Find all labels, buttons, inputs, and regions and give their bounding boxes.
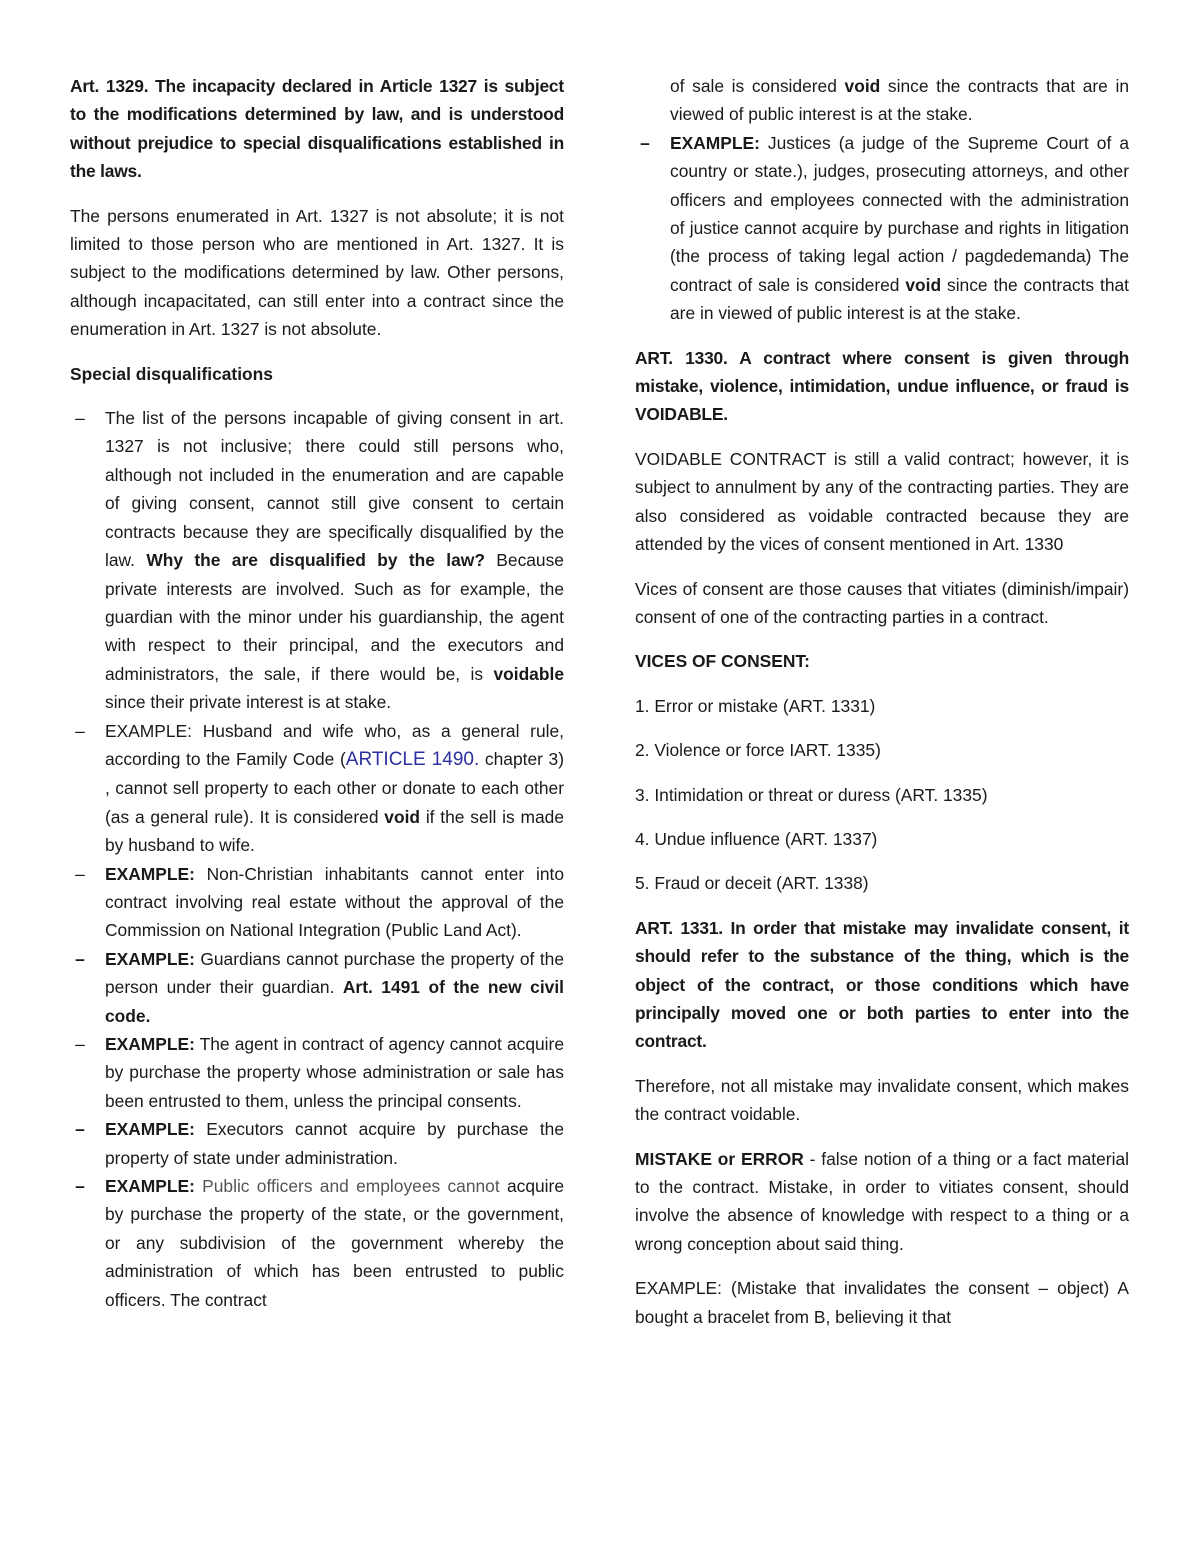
left-column [70,72,564,1330]
continued-text: of sale is considered void since the contracts that are in viewed of public interest is at the stake. [670,76,1130,125]
art-1330-heading: ART. 1330. A contract where consent is given through mistake, violence, intimidation, undue influence, or fraud is VOIDABLE. [635,347,1129,425]
special-disqualifications-title: Special disqualifications [70,363,273,384]
dash-bullet-icon: – [75,1176,85,1197]
right-column [635,72,1129,1347]
list-item: – EXAMPLE: The agent in contract of agency cannot acquire by purchase the property whose administration or sale has been entrusted to them, unless the principal consents. [70,1030,564,1115]
list-item: – EXAMPLE: Husband and wife who, as a general rule, according to the Family Code (ARTICLE 1490. chapter 3) , cannot sell property to each other or donate to each other (as a general rule). It is considered void if the sell is made by husband to wife. [70,717,564,860]
dash-bullet-icon: – [75,1119,85,1140]
vice-item: 4. Undue influence (ART. 1337) [635,828,878,849]
vices-list [635,692,1129,898]
disqualifications-list [70,404,564,1314]
therefore-paragraph: Therefore, not all mistake may invalidate consent, which makes the contract voidable. [635,1075,1129,1125]
dash-bullet-icon: – [640,132,650,153]
example-paragraph: EXAMPLE: (Mistake that invalidates the consent – object) A bought a bracelet from B, believing it that [635,1278,1129,1327]
dash-bullet-icon: – [75,720,85,741]
vices-of-consent-title: VICES OF CONSENT: [635,651,810,672]
justices-list [635,129,1129,328]
vice-item: 5. Fraud or deceit (ART. 1338) [635,873,869,894]
vice-item: 2. Violence or force IART. 1335) [635,740,881,761]
article-1490-reference: ARTICLE 1490. [345,748,480,770]
list-item: – EXAMPLE: Justices (a judge of the Supreme Court of a country or state.), judges, prosecuting attorneys, and other officers and employees connected with the administration of justice cannot acquire by purchase and rights in litigation (the process of taking legal action / pagdedemanda) The contract of sale is considered void since the contracts that are in viewed of public interest is at the stake. [635,129,1129,328]
mistake-definition: MISTAKE or ERROR - false notion of a thing or a fact material to the contract. Mistake, in order to vitiates consent, should involve the absence of knowledge with respect to a thing or a wrong conception about said thing. [635,1148,1129,1254]
list-item: – EXAMPLE: Non-Christian inhabitants cannot enter into contract involving real estate without the approval of the Commission on National Integration (Public Land Act). [70,860,564,945]
list-item: – EXAMPLE: Public officers and employees cannot acquire by purchase the property of the state, or the government, or any subdivision of the government whereby the administration of which has been entrusted to public officers. The contract [70,1172,564,1314]
list-item: – EXAMPLE: Executors cannot acquire by purchase the property of state under administration. [70,1115,564,1172]
art-1331-heading: ART. 1331. In order that mistake may invalidate consent, it should refer to the substance of the thing, which is the object of the contract, or those conditions which have principally moved one or both parties to enter into the contract. [635,917,1129,1052]
vice-item: 1. Error or mistake (ART. 1331) [635,695,876,716]
voidable-contract-paragraph: VOIDABLE CONTRACT is still a valid contract; however, it is subject to annulment by any of the contracting parties. They are also considered as voidable contracted because they are attended by the vices of consent mentioned in Art. 1330 [635,448,1129,555]
dash-bullet-icon: – [75,863,85,884]
list-item: – EXAMPLE: Guardians cannot purchase the property of the person under their guardian. Art. 1491 of the new civil code. [70,945,564,1030]
vice-item: 3. Intimidation or threat or duress (ART. 1335) [635,784,988,805]
list-item: – The list of the persons incapable of giving consent in art. 1327 is not inclusive; there could still persons who, although not included in the enumeration and are capable of giving consent, cannot still give consent to certain contracts because they are specifically disqualified by the law. Why the are disqualified by the law? Because private interests are involved. Such as for example, the guardian with the minor under his guardianship, the agent with respect to their principal, and the executors and administrators, the sale, if there would be, is voidable since their private interest is at stake. [70,404,564,716]
dash-bullet-icon: – [75,948,85,969]
art-1329-heading: Art. 1329. The incapacity declared in Article 1327 is subject to the modifications determined by law, and is understood without prejudice to special disqualifications established in the laws. [70,76,564,182]
art-1329-explanation: The persons enumerated in Art. 1327 is not absolute; it is not limited to those person who are mentioned in Art. 1327. It is subject to the modifications determined by law. Other persons, although incapacitated, can still enter into a contract since the enumeration in Art. 1327 is not absolute. [70,205,564,340]
vices-definition-paragraph: Vices of consent are those causes that vitiates (diminish/impair) consent of one of the contracting parties in a contract. [635,578,1129,627]
dash-bullet-icon: – [75,1034,85,1054]
dash-bullet-icon: – [75,408,85,429]
